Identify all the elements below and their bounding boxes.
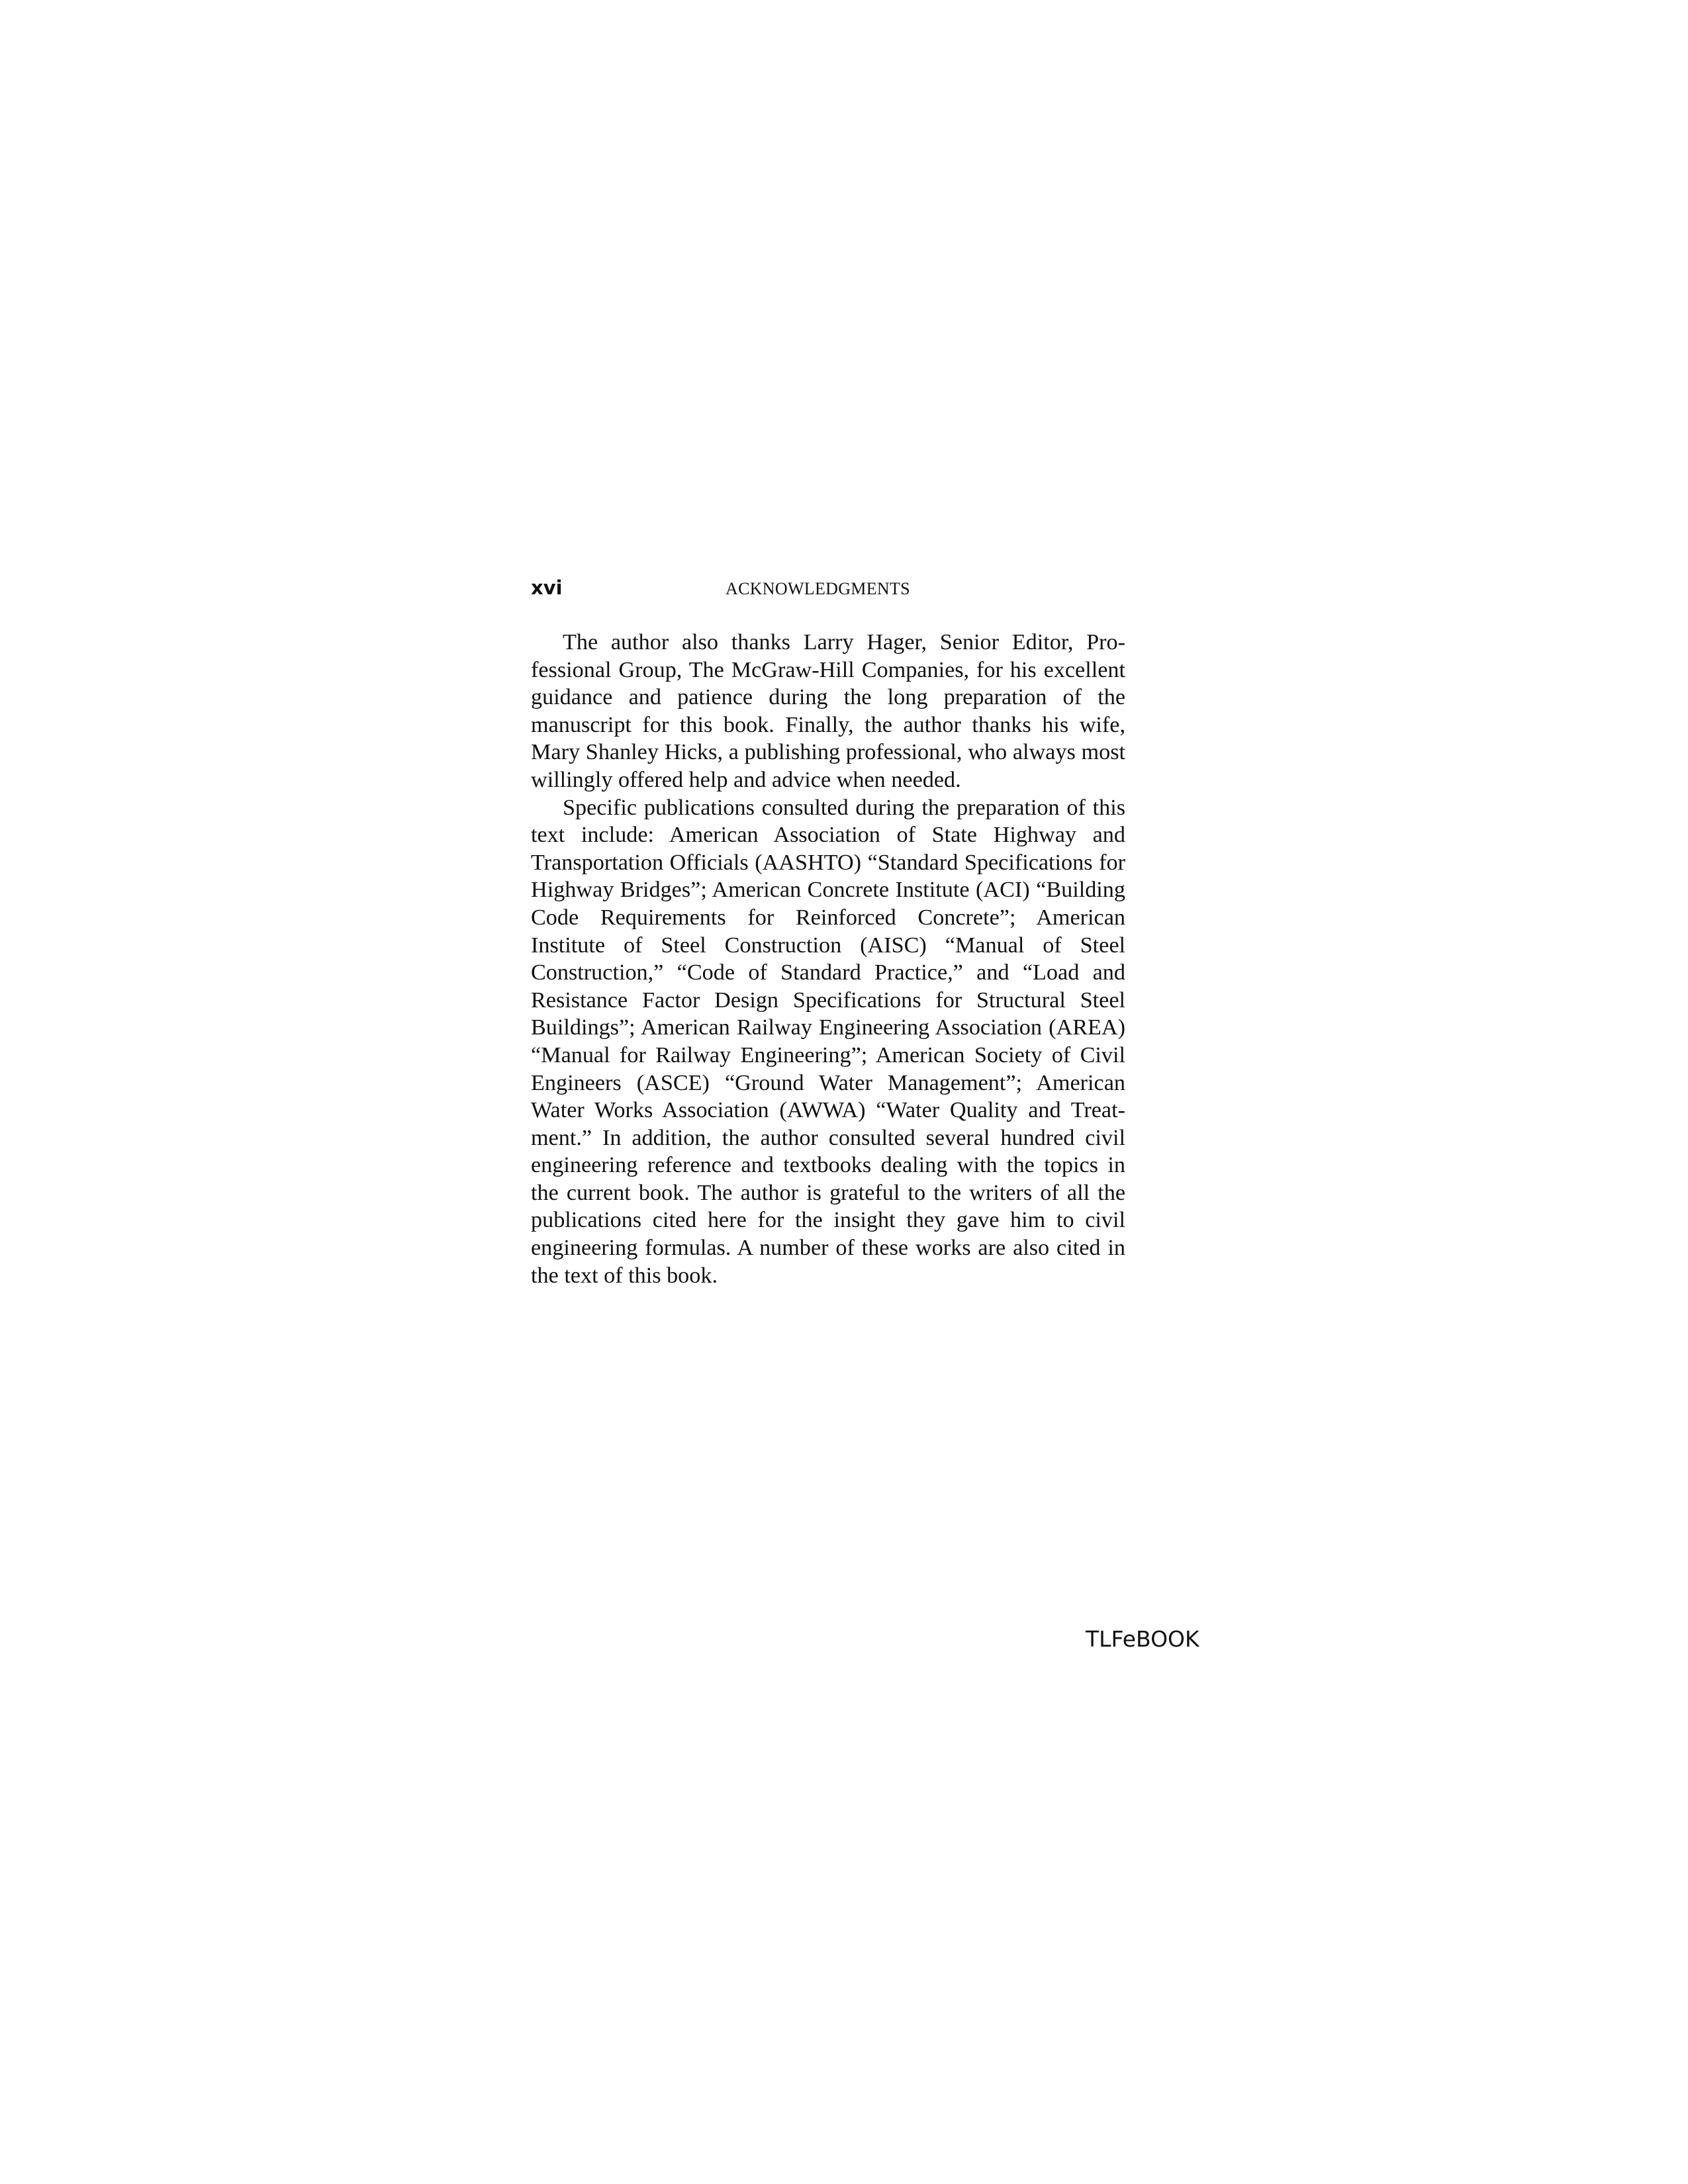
paragraph-1: The author also thanks Larry Hager, Senior Editor, Professional Group, The McGraw-Hill Companies, for his excellent guidance and patience during the long preparation of the manuscript for this book. Finally, the author thanks his wife, Mary Shanley Hicks, a publishing professional, who always most willingly offered help and advice when needed.	[531, 630, 1125, 792]
body-text	[531, 629, 1125, 1289]
running-head: ACKNOWLEDGMENTS	[726, 579, 910, 598]
text-block	[531, 570, 1125, 1289]
watermark-text: TLFeBOOK	[1086, 1626, 1199, 1652]
page-header	[531, 570, 1125, 610]
paragraph-2: Specific publications consulted during the preparation of this text include: American Association of State Highway and Transportation Officials (AASHTO) “Standard Specifications for Highway Bridges”; American Concrete Institute (ACI) “Building Code Requirements for Reinforced Concrete”; American Institute of Steel Construction (AISC) “Manual of Steel Construction,” “Code of Standard Practice,” and “Load and Resistance Factor Design Specifications for Structural Steel Buildings”; American Railway Engineering Association (AREA) “Manual for Railway Engineering”; American Society of Civil Engineers (ASCE) “Ground Water Management”; American Water Works Association (AWWA) “Water Quality and Treatment.” In addition, the author consulted several hundred civil engineering reference and textbooks dealing with the topics in the current book. The author is grateful to the writers of all the publications cited here for the insight they gave him to civil engineering formulas. A number of these works are also cited in the text of this book.	[531, 795, 1125, 1288]
page-number: xvi	[531, 576, 563, 599]
